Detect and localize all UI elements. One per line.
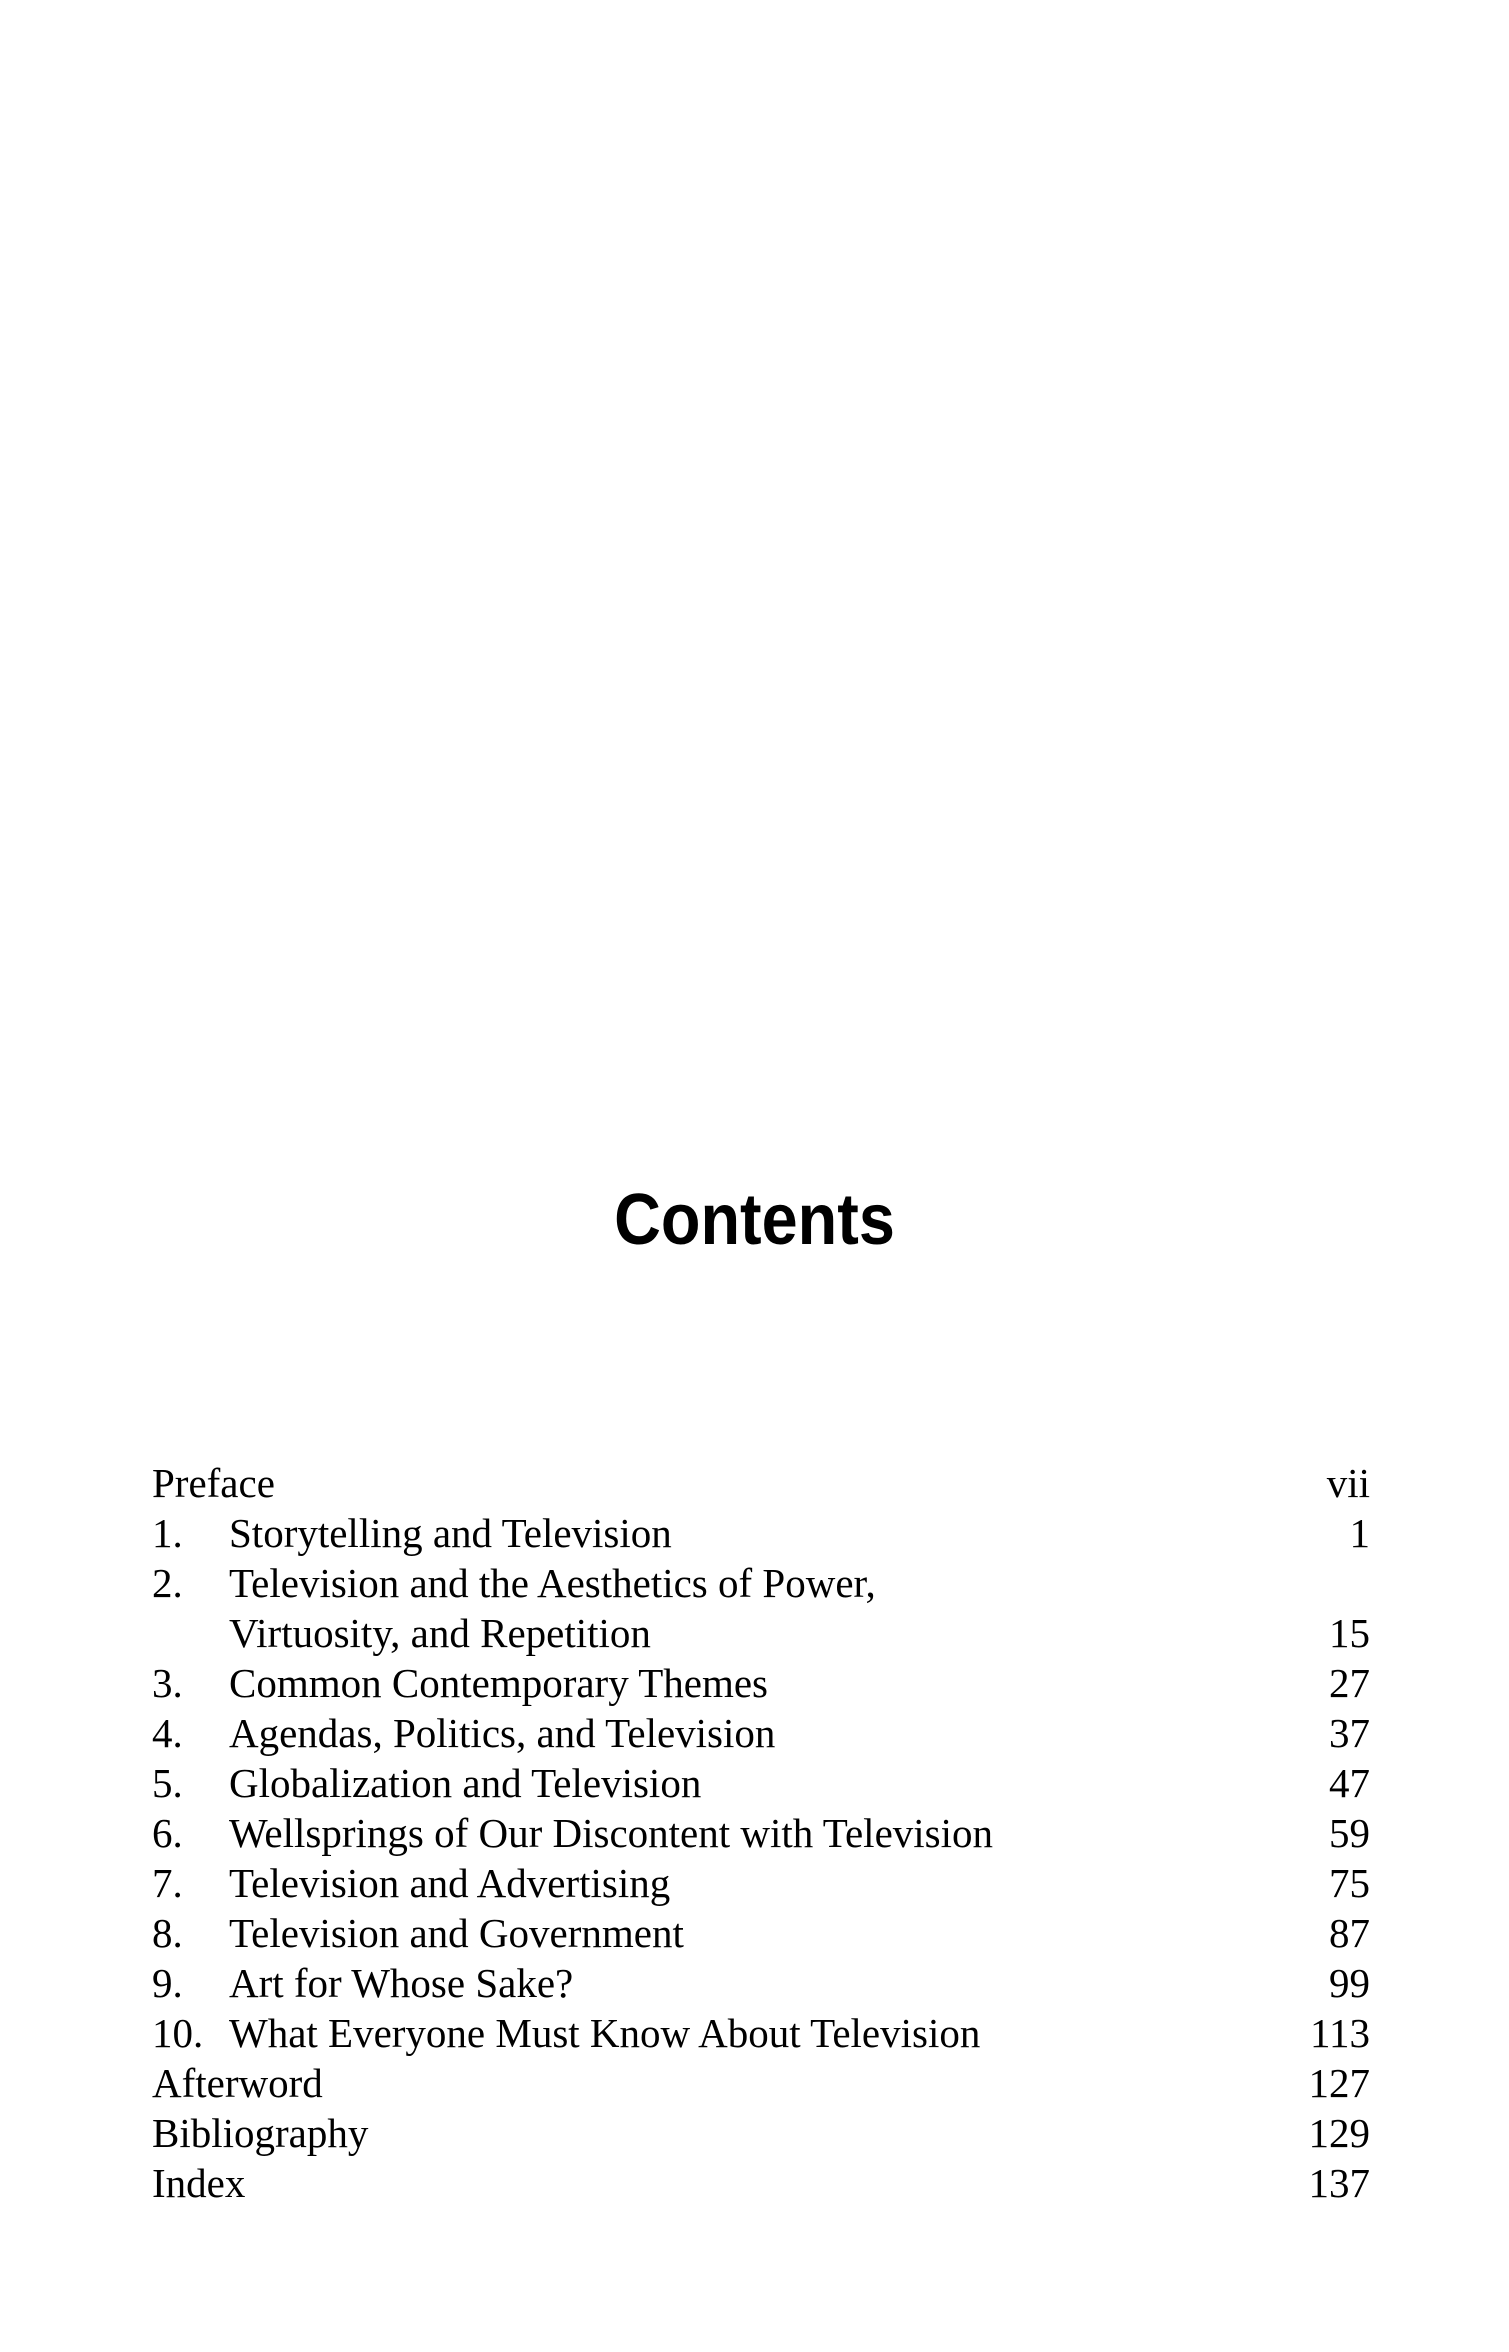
toc-entry-chapter-1 <box>152 1508 1370 1558</box>
toc-entry-number: 9. <box>152 1960 183 2006</box>
toc-entry-chapter-3 <box>152 1658 1370 1708</box>
toc-entry-label: Television and Government <box>229 1910 684 1956</box>
toc-entry-number: 7. <box>152 1860 183 1906</box>
toc-entry-label: Wellsprings of Our Discontent with Television <box>229 1810 994 1856</box>
toc-entry-page: 1 <box>1349 1510 1370 1556</box>
toc-entry-label: Agendas, Politics, and Television <box>229 1710 776 1756</box>
toc-entry-page: 137 <box>1308 2160 1370 2206</box>
toc-entry-page: vii <box>1326 1460 1370 1506</box>
toc-entry-chapter-8 <box>152 1908 1370 1958</box>
toc-entry-afterword <box>152 2058 1370 2108</box>
toc-entry-label: Afterword <box>152 2060 323 2106</box>
toc-entry-preface <box>152 1458 1370 1508</box>
table-of-contents <box>152 1458 1370 2208</box>
page-title: Contents <box>614 1180 895 1260</box>
toc-entry-number: 2. <box>152 1560 183 1606</box>
toc-entry-label: Preface <box>152 1460 275 1506</box>
toc-entry-number: 4. <box>152 1710 183 1756</box>
toc-entry-chapter-2-continued <box>152 1608 1370 1658</box>
toc-entry-bibliography <box>152 2108 1370 2158</box>
toc-entry-index <box>152 2158 1370 2208</box>
toc-entry-page: 15 <box>1329 1610 1370 1656</box>
toc-entry-number: 3. <box>152 1660 183 1706</box>
toc-entry-chapter-4 <box>152 1708 1370 1758</box>
toc-entry-page: 87 <box>1329 1910 1370 1956</box>
toc-entry-page: 59 <box>1329 1810 1370 1856</box>
toc-entry-page: 37 <box>1329 1710 1370 1756</box>
toc-entry-label: Storytelling and Television <box>229 1510 672 1556</box>
toc-entry-number: 6. <box>152 1810 183 1856</box>
toc-entry-label: Television and the Aesthetics of Power, <box>229 1560 876 1606</box>
toc-entry-chapter-10 <box>152 2008 1370 2058</box>
toc-entry-chapter-9 <box>152 1958 1370 2008</box>
toc-entry-label: Art for Whose Sake? <box>229 1960 574 2006</box>
toc-entry-chapter-5 <box>152 1758 1370 1808</box>
toc-entry-label: Globalization and Television <box>229 1760 702 1806</box>
toc-entry-number: 8. <box>152 1910 183 1956</box>
toc-entry-label: Index <box>152 2160 246 2206</box>
toc-entry-label: What Everyone Must Know About Television <box>229 2010 981 2056</box>
toc-entry-number: 5. <box>152 1760 183 1806</box>
toc-entry-number: 10. <box>152 2010 204 2056</box>
toc-entry-chapter-2 <box>152 1558 1370 1608</box>
toc-entry-page: 99 <box>1329 1960 1370 2006</box>
toc-entry-page: 113 <box>1310 2010 1370 2056</box>
toc-entry-number: 1. <box>152 1510 183 1556</box>
toc-entry-label: Television and Advertising <box>229 1860 671 1906</box>
toc-entry-page: 75 <box>1329 1860 1370 1906</box>
toc-entry-label: Virtuosity, and Repetition <box>229 1610 651 1656</box>
toc-entry-page: 47 <box>1329 1760 1370 1806</box>
toc-entry-page: 27 <box>1329 1660 1370 1706</box>
toc-entry-chapter-6 <box>152 1808 1370 1858</box>
toc-entry-chapter-7 <box>152 1858 1370 1908</box>
toc-entry-page: 129 <box>1308 2110 1370 2156</box>
toc-entry-label: Bibliography <box>152 2110 369 2156</box>
toc-entry-label: Common Contemporary Themes <box>229 1660 769 1706</box>
toc-entry-page: 127 <box>1308 2060 1370 2106</box>
